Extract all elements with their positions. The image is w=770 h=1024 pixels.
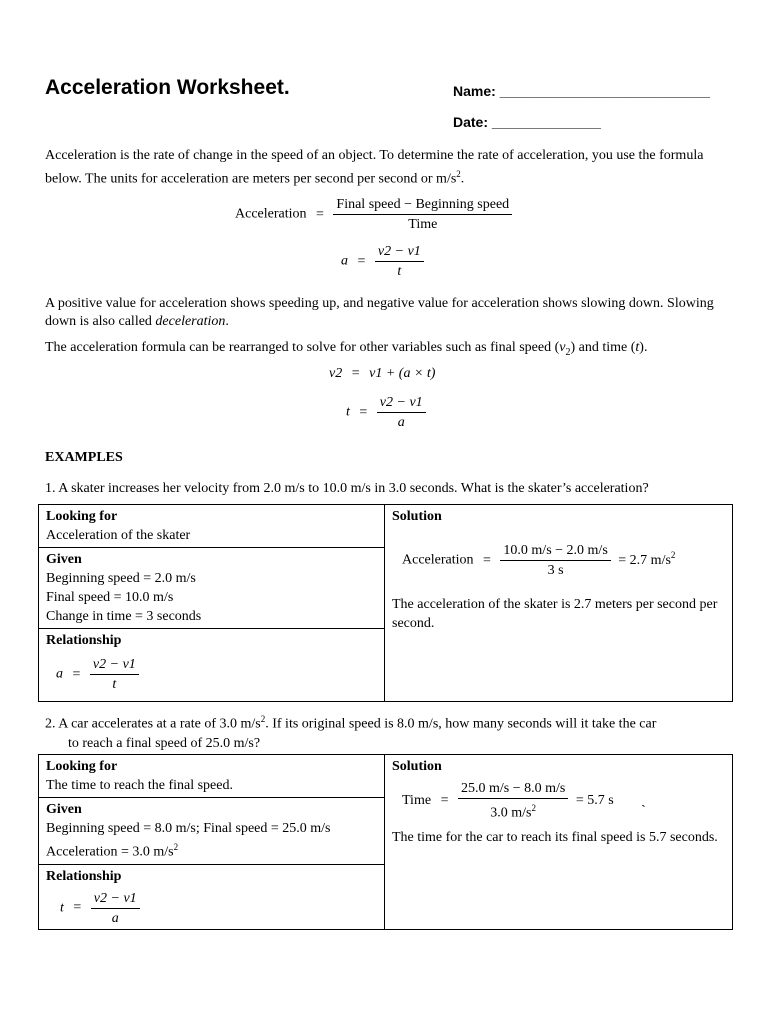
example2-solution-cell bbox=[385, 755, 733, 930]
example2-solution-label: Solution bbox=[392, 759, 442, 774]
para2-end: . bbox=[225, 314, 229, 329]
formula2-equals: = bbox=[357, 253, 366, 269]
example2-sol-lhs: Time bbox=[402, 793, 432, 809]
example2-given-label: Given bbox=[46, 802, 82, 817]
formula1-denominator: Time bbox=[408, 217, 438, 232]
example1-looking-for: Acceleration of the skater bbox=[46, 528, 191, 543]
examples-heading: EXAMPLES bbox=[45, 450, 123, 465]
formula3-rhs: v1 + (a × t) bbox=[369, 366, 436, 381]
formula4-lhs: t bbox=[346, 404, 350, 420]
para3-a: The acceleration formula can be rearranged to solve for other variables such as final speed ( bbox=[45, 340, 560, 355]
formula-final-speed bbox=[329, 366, 435, 382]
example1-solution-cell bbox=[385, 505, 733, 702]
example1-sol-lhs: Acceleration bbox=[402, 552, 474, 568]
date-field[interactable] bbox=[453, 114, 601, 130]
formula1-numerator: Final speed − Beginning speed bbox=[333, 196, 512, 215]
deceleration-paragraph bbox=[45, 295, 730, 331]
formula4-equals: = bbox=[359, 404, 368, 420]
example1-given-item: Beginning speed = 2.0 m/s bbox=[46, 571, 196, 586]
example2-sol-result: = 5.7 s bbox=[575, 793, 614, 809]
formula3-lhs: v2 bbox=[329, 366, 343, 381]
example2-given-item bbox=[46, 838, 377, 862]
example2-rel-fraction bbox=[91, 890, 140, 927]
example1-sol-result: = 2.7 m/s bbox=[618, 552, 671, 568]
example1-relationship-cell bbox=[39, 629, 385, 702]
example2-looking-for-cell bbox=[39, 755, 385, 798]
example2-sol-den-text: 3.0 m/s bbox=[490, 805, 532, 821]
para2-emphasis: deceleration bbox=[155, 314, 226, 329]
para3-v: v bbox=[559, 340, 566, 355]
example2-looking-for: The time to reach the final speed. bbox=[46, 778, 233, 793]
example1-sol-denominator: 3 s bbox=[547, 563, 564, 578]
example2-looking-for-label: Looking for bbox=[46, 759, 118, 774]
formula1-equals: = bbox=[316, 206, 324, 222]
example2-sol-mark: ˎ bbox=[641, 793, 646, 809]
example2-question-c: to reach a final speed of 25.0 m/s? bbox=[68, 735, 261, 751]
example1-solution-text: The acceleration of the skater is 2.7 meters per second per second. bbox=[392, 597, 718, 631]
example1-looking-for-cell bbox=[39, 505, 385, 548]
example1-rel-numerator: v2 − v1 bbox=[90, 656, 139, 675]
formula-acceleration-symbols bbox=[341, 243, 424, 280]
example1-sol-numerator: 10.0 m/s − 2.0 m/s bbox=[500, 542, 610, 561]
date-blank: ______________ bbox=[491, 114, 601, 130]
example1-given-item: Change in time = 3 seconds bbox=[46, 609, 202, 624]
example1-given-label: Given bbox=[46, 552, 82, 567]
formula-acceleration-words bbox=[235, 196, 512, 233]
example1-solution-label: Solution bbox=[392, 509, 442, 524]
example1-given-item: Final speed = 10.0 m/s bbox=[46, 590, 174, 605]
example2-question-sup: 2 bbox=[260, 714, 266, 724]
name-blank: ___________________________ bbox=[499, 83, 710, 99]
intro-sup: 2 bbox=[456, 169, 461, 179]
example1-relationship-equation bbox=[46, 650, 377, 693]
formula2-fraction bbox=[375, 243, 424, 280]
example1-sol-equals: = bbox=[483, 552, 491, 568]
example1-rel-lhs: a bbox=[56, 666, 63, 682]
example2-table bbox=[38, 754, 733, 930]
example1-given-cell bbox=[39, 548, 385, 629]
para3-b: ) and time ( bbox=[570, 340, 636, 355]
example1-sol-result-sup: 2 bbox=[670, 550, 676, 561]
name-field[interactable] bbox=[453, 83, 710, 99]
example2-relationship-equation bbox=[46, 886, 377, 927]
example2-sol-fraction bbox=[458, 780, 568, 822]
formula4-numerator: v2 − v1 bbox=[377, 394, 426, 413]
formula2-denominator: t bbox=[397, 264, 402, 279]
intro-text: Acceleration is the rate of change in the speed of an object. To determine the rate of acceleration, you use the formula below. The units for acceleration are meters per second per second or m/s bbox=[45, 148, 704, 187]
example2-relationship-cell bbox=[39, 864, 385, 929]
example2-sol-denominator bbox=[487, 799, 539, 822]
formula3-equals: = bbox=[351, 366, 360, 381]
example2-question bbox=[45, 710, 735, 753]
intro-paragraph bbox=[45, 147, 730, 189]
example2-rel-equals: = bbox=[73, 900, 82, 916]
example2-sol-equals: = bbox=[440, 793, 449, 809]
date-label: Date: bbox=[453, 114, 489, 130]
example2-sol-den-sup: 2 bbox=[531, 803, 537, 813]
example2-given-cell bbox=[39, 798, 385, 865]
example1-question: 1. A skater increases her velocity from 2.0 m/s to 10.0 m/s in 3.0 seconds. What is the skater’s acceleration? bbox=[45, 481, 649, 496]
example1-rel-fraction bbox=[90, 656, 139, 693]
example2-given-item: Beginning speed = 8.0 m/s; Final speed = 25.0 m/s bbox=[46, 821, 331, 836]
formula-time bbox=[346, 394, 426, 431]
example1-rel-denominator: t bbox=[112, 677, 117, 692]
intro-end: . bbox=[460, 171, 465, 187]
example2-rel-numerator: v2 − v1 bbox=[91, 890, 140, 909]
example2-given2-text: Acceleration = 3.0 m/s bbox=[46, 844, 174, 860]
example1-table bbox=[38, 504, 733, 702]
example2-relationship-label: Relationship bbox=[46, 868, 122, 884]
formula4-fraction bbox=[377, 394, 426, 431]
para2-text: A positive value for acceleration shows speeding up, and negative value for acceleration shows slowing down. Slowing down is also called bbox=[45, 296, 714, 329]
example1-solution-equation bbox=[392, 526, 725, 585]
formula2-lhs: a bbox=[341, 253, 348, 269]
para3-t: t bbox=[635, 340, 640, 355]
rearrange-paragraph bbox=[45, 339, 730, 362]
example2-solution-text: The time for the car to reach its final speed is 5.7 seconds. bbox=[392, 829, 718, 845]
formula2-numerator: v2 − v1 bbox=[375, 243, 424, 262]
page-title: Acceleration Worksheet. bbox=[45, 76, 290, 99]
para3-c: ). bbox=[639, 340, 648, 355]
para3-sub: 2 bbox=[565, 346, 571, 358]
example1-relationship-label: Relationship bbox=[46, 633, 122, 648]
example2-sol-numerator: 25.0 m/s − 8.0 m/s bbox=[458, 780, 568, 799]
name-label: Name: bbox=[453, 83, 496, 99]
example2-solution-equation bbox=[392, 776, 725, 822]
example2-given2-sup: 2 bbox=[173, 842, 179, 852]
example2-rel-lhs: t bbox=[60, 900, 64, 916]
example2-question-b: . If its original speed is 8.0 m/s, how many seconds will it take the car bbox=[265, 716, 657, 732]
formula4-denominator: a bbox=[397, 415, 405, 430]
example1-sol-fraction bbox=[500, 542, 610, 579]
example1-rel-equals: = bbox=[72, 666, 81, 682]
example2-question-a: 2. A car accelerates at a rate of 3.0 m/s bbox=[45, 716, 261, 732]
example2-rel-denominator: a bbox=[111, 910, 119, 926]
formula1-lhs: Acceleration bbox=[235, 206, 307, 222]
example1-looking-for-label: Looking for bbox=[46, 509, 118, 524]
formula1-fraction bbox=[333, 196, 512, 233]
